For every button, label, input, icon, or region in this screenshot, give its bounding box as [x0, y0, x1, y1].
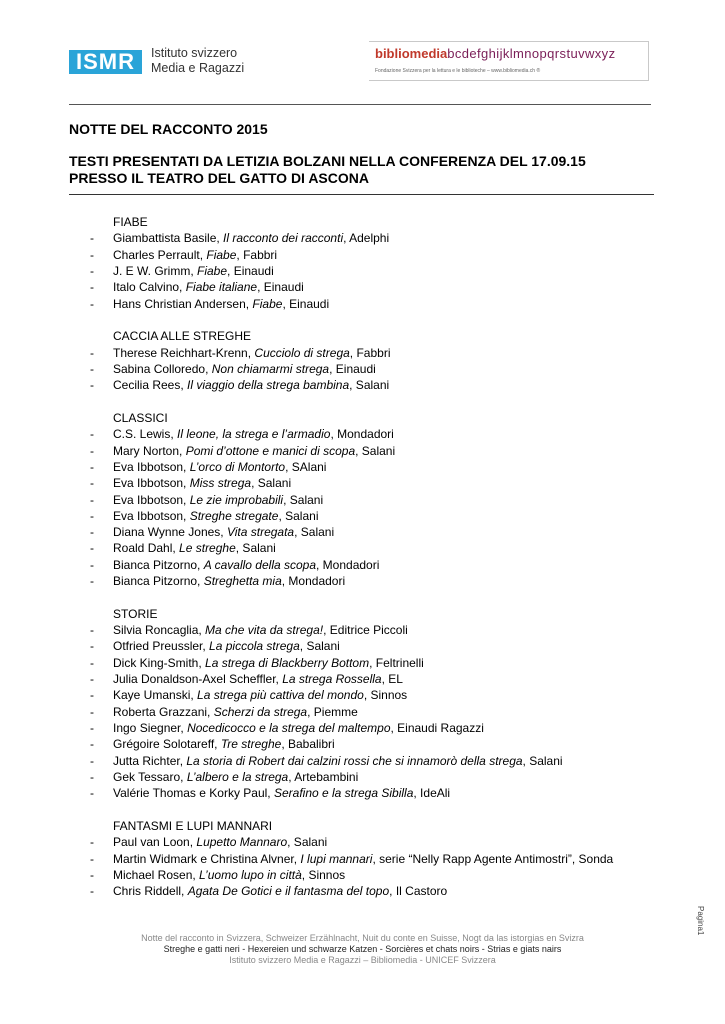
- book-entry: [113, 883, 447, 899]
- book-author: Grégoire Solotareff,: [113, 737, 221, 752]
- book-publisher: , Einaudi: [329, 361, 376, 376]
- book-entry: [113, 492, 323, 508]
- book-title: Fiabe: [252, 296, 283, 311]
- book-author: Giambattista Basile,: [113, 231, 224, 246]
- book-publisher: , Mondadori: [316, 557, 380, 572]
- book-entry: [113, 720, 484, 736]
- list-bullet: -: [90, 427, 94, 442]
- book-author: Cecilia Rees,: [113, 378, 188, 393]
- section-heading: FIABE: [113, 215, 148, 229]
- book-entry: [113, 247, 277, 263]
- book-publisher: , Babalibri: [281, 737, 335, 752]
- book-publisher: , Fabbri: [236, 247, 278, 262]
- book-entry: [113, 263, 274, 279]
- section-heading: CLASSICI: [113, 411, 168, 425]
- book-title: La piccola strega: [209, 639, 300, 654]
- book-entry: [113, 851, 613, 867]
- book-entry: [113, 426, 394, 442]
- book-publisher: , Artebambini: [288, 769, 359, 784]
- book-entry: [113, 638, 340, 654]
- book-title: Fiabe italiane: [185, 280, 258, 295]
- book-title: Il leone, la strega e l’armadio: [177, 427, 331, 442]
- book-author: Mary Norton,: [113, 443, 186, 458]
- book-title: Ma che vita da strega!: [205, 623, 324, 638]
- book-publisher: , Fabbri: [349, 345, 391, 360]
- bibliomedia-alphabet: bcdefghijklmnopqrstuvwxyz: [447, 46, 616, 61]
- book-author: Therese Reichhart-Krenn,: [113, 345, 255, 360]
- book-publisher: , Feltrinelli: [369, 655, 424, 670]
- book-title: L’uomo lupo in città: [199, 867, 302, 882]
- book-entry: [113, 345, 390, 361]
- book-publisher: , Salani: [299, 639, 340, 654]
- list-bullet: -: [90, 361, 94, 376]
- book-publisher: , Salani: [283, 492, 324, 507]
- book-entry: [113, 704, 358, 720]
- book-entry: [113, 622, 408, 638]
- list-bullet: -: [90, 345, 94, 360]
- section-heading: FANTASMI E LUPI MANNARI: [113, 818, 273, 833]
- book-title: La storia di Robert dai calzini rossi che si innamorò della strega: [186, 753, 523, 768]
- book-entry: [113, 671, 403, 687]
- list-bullet: -: [90, 786, 94, 801]
- book-title: L’albero e la strega: [186, 769, 289, 784]
- ismr-name-line2: Media e Ragazzi: [151, 61, 245, 75]
- book-entry: [113, 753, 563, 769]
- book-entry: [113, 279, 304, 295]
- list-bullet: -: [90, 280, 94, 295]
- book-publisher: , Salani: [235, 541, 276, 556]
- list-bullet: -: [90, 525, 94, 540]
- list-bullet: -: [90, 557, 94, 572]
- book-author: Eva Ibbotson,: [113, 476, 190, 491]
- bibliomedia-brand: bibliomedia: [375, 46, 448, 61]
- list-bullet: -: [90, 753, 94, 768]
- book-publisher: , Salani: [349, 378, 390, 393]
- book-title: Scherzi da strega: [213, 704, 308, 719]
- book-title: Serafino e la strega Sibilla: [273, 786, 414, 801]
- book-entry: [113, 785, 450, 801]
- list-bullet: -: [90, 541, 94, 556]
- list-bullet: -: [90, 443, 94, 458]
- list-bullet: -: [90, 247, 94, 262]
- book-publisher: , Sinnos: [363, 688, 408, 703]
- section-heading: CACCIA ALLE STREGHE: [113, 329, 252, 344]
- book-author: Bianca Pitzorno,: [113, 557, 204, 572]
- book-entry: [113, 867, 345, 883]
- list-bullet: -: [90, 476, 94, 491]
- book-author: Martin Widmark e Christina Alvner,: [113, 851, 301, 866]
- book-author: Ingo Siegner,: [113, 720, 188, 735]
- book-publisher: , Editrice Piccoli: [323, 623, 408, 638]
- book-publisher: , Salani: [278, 508, 319, 523]
- book-publisher: , Sinnos: [301, 867, 346, 882]
- book-title: La strega di Blackberry Bottom: [205, 655, 370, 670]
- book-publisher: , IdeAli: [413, 786, 451, 801]
- book-title: Streghetta mia: [203, 574, 282, 588]
- book-author: C.S. Lewis,: [113, 427, 178, 442]
- book-publisher: , EL: [381, 672, 403, 686]
- list-bullet: -: [90, 492, 94, 507]
- book-entry: [113, 557, 379, 573]
- book-title: Non chiamarmi strega: [211, 361, 330, 376]
- list-bullet: -: [90, 296, 94, 311]
- book-author: Dick King-Smith,: [113, 655, 206, 670]
- book-author: Eva Ibbotson,: [113, 492, 190, 507]
- book-author: Hans Christian Andersen,: [113, 296, 253, 311]
- book-title: I lupi mannari: [300, 851, 373, 866]
- book-title: Le zie improbabili: [189, 492, 284, 507]
- section-heading: STORIE: [113, 606, 158, 621]
- book-entry: [113, 475, 291, 491]
- book-author: Diana Wynne Jones,: [113, 525, 227, 540]
- book-publisher: , Salani: [522, 753, 563, 768]
- list-bullet: -: [90, 720, 94, 735]
- book-publisher: , Salani: [355, 443, 396, 458]
- list-bullet: -: [90, 639, 94, 654]
- book-publisher: , Piemme: [307, 704, 358, 719]
- list-bullet: -: [90, 263, 94, 278]
- document-subtitle-line2: PRESSO IL TEATRO DEL GATTO DI ASCONA: [69, 170, 369, 186]
- book-title: Cucciolo di strega: [254, 345, 350, 360]
- book-author: Eva Ibbotson,: [113, 459, 190, 474]
- document-title: NOTTE DEL RACCONTO 2015: [69, 121, 268, 137]
- list-bullet: -: [90, 655, 94, 670]
- book-author: Kaye Umanski,: [113, 688, 198, 703]
- bibliomedia-tagline: Fondazione Svizzera per la lettura e le biblioteche – www.bibliomedia.ch ®: [375, 68, 541, 74]
- list-bullet: -: [90, 884, 94, 899]
- book-entry: [113, 687, 407, 703]
- list-bullet: -: [90, 769, 94, 784]
- ismr-name-line1: Istituto svizzero: [151, 46, 238, 60]
- book-publisher: , serie “Nelly Rapp Agente Antimostri”, Sonda: [372, 851, 614, 866]
- book-author: Eva Ibbotson,: [113, 508, 190, 523]
- book-entry: [113, 573, 345, 589]
- book-title: A cavallo della scopa: [203, 557, 317, 572]
- book-entry: [113, 443, 395, 459]
- book-publisher: , Mondadori: [281, 574, 346, 588]
- book-title: Lupetto Mannaro: [196, 835, 288, 850]
- book-title: Il racconto dei racconti: [223, 231, 344, 246]
- book-entry: [113, 230, 389, 246]
- book-entry: [113, 361, 376, 377]
- book-author: Paul van Loon,: [113, 835, 197, 850]
- list-bullet: -: [90, 688, 94, 703]
- book-author: Silvia Roncaglia,: [113, 623, 206, 638]
- list-bullet: -: [90, 672, 94, 686]
- book-publisher: , Einaudi: [227, 263, 274, 278]
- book-author: Roberta Grazzani,: [113, 704, 214, 719]
- book-publisher: , Mondadori: [330, 427, 394, 442]
- book-author: Chris Riddell,: [113, 884, 188, 899]
- book-author: Gek Tessaro,: [113, 769, 187, 784]
- book-author: Michael Rosen,: [113, 867, 200, 882]
- book-author: Italo Calvino,: [113, 280, 186, 295]
- book-title: La strega più cattiva del mondo: [197, 688, 364, 703]
- book-publisher: , Einaudi: [282, 296, 330, 311]
- list-bullet: -: [90, 623, 94, 638]
- page-number: Pagina1: [696, 906, 705, 936]
- book-author: Julia Donaldson-Axel Scheffler,: [113, 672, 283, 686]
- book-title: Tre streghe: [220, 737, 282, 752]
- footer-line-1: Notte del racconto in Svizzera, Schweizer Erzählnacht, Nuit du conte en Suisse, Nogt da las istorgias en Svizra: [141, 933, 584, 943]
- book-publisher: , Salani: [294, 525, 335, 540]
- book-title: Agata De Gotici e il fantasma del topo: [187, 884, 390, 899]
- book-entry: [113, 377, 389, 393]
- book-title: Le streghe: [179, 541, 236, 556]
- list-bullet: -: [90, 704, 94, 719]
- list-bullet: -: [90, 851, 94, 866]
- book-author: J. E W. Grimm,: [113, 263, 197, 278]
- list-bullet: -: [90, 459, 94, 474]
- book-entry: [113, 508, 318, 524]
- book-title: Streghe stregate: [189, 508, 279, 523]
- list-bullet: -: [90, 231, 94, 246]
- book-title: Fiabe: [206, 247, 237, 262]
- book-entry: [113, 296, 329, 312]
- book-publisher: , Salani: [287, 835, 328, 850]
- book-publisher: , Adelphi: [343, 231, 390, 246]
- book-title: Fiabe: [197, 263, 228, 278]
- book-author: Sabina Colloredo,: [113, 361, 212, 376]
- book-entry: [113, 769, 358, 785]
- list-bullet: -: [90, 867, 94, 882]
- book-author: Otfried Preussler,: [113, 639, 210, 654]
- document-subtitle-line1: TESTI PRESENTATI DA LETIZIA BOLZANI NELLA CONFERENZA DEL 17.09.15: [69, 153, 586, 169]
- book-publisher: , SAlani: [285, 459, 327, 474]
- list-bullet: -: [90, 508, 94, 523]
- book-title: La strega Rossella: [282, 672, 382, 686]
- book-author: Jutta Richter,: [113, 753, 187, 768]
- book-publisher: , Einaudi Ragazzi: [390, 720, 484, 735]
- book-entry: [113, 736, 335, 752]
- list-bullet: -: [90, 737, 94, 752]
- book-publisher: , Salani: [251, 476, 292, 491]
- list-bullet: -: [90, 574, 94, 588]
- book-author: Charles Perrault,: [113, 247, 207, 262]
- book-entry: [113, 655, 424, 671]
- book-title: L’orco di Montorto: [189, 459, 286, 474]
- ismr-logo-lettering: ISMR: [76, 49, 135, 74]
- book-title: Pomi d’ottone e manici di scopa: [185, 443, 356, 458]
- book-author: Roald Dahl,: [113, 541, 180, 556]
- book-title: Miss strega: [189, 476, 252, 491]
- book-publisher: , Il Castoro: [389, 884, 448, 899]
- book-entry: [113, 524, 334, 540]
- book-title: Vita stregata: [226, 525, 295, 540]
- book-publisher: , Einaudi: [257, 280, 304, 295]
- list-bullet: -: [90, 378, 94, 393]
- book-entry: [113, 540, 276, 556]
- book-title: Il viaggio della strega bambina: [187, 378, 350, 393]
- footer-line-2: Streghe e gatti neri - Hexereien und schwarze Katzen - Sorcières et chats noirs - Strias e giats nairs: [163, 944, 562, 954]
- book-author: Valérie Thomas e Korky Paul,: [113, 786, 274, 801]
- list-bullet: -: [90, 835, 94, 850]
- footer-line-3: Istituto svizzero Media e Ragazzi – Bibliomedia - UNICEF Svizzera: [229, 955, 496, 965]
- book-author: Bianca Pitzorno,: [113, 574, 204, 588]
- book-entry: [113, 459, 326, 475]
- book-title: Nocedicocco e la strega del maltempo: [187, 720, 391, 735]
- book-entry: [113, 834, 327, 850]
